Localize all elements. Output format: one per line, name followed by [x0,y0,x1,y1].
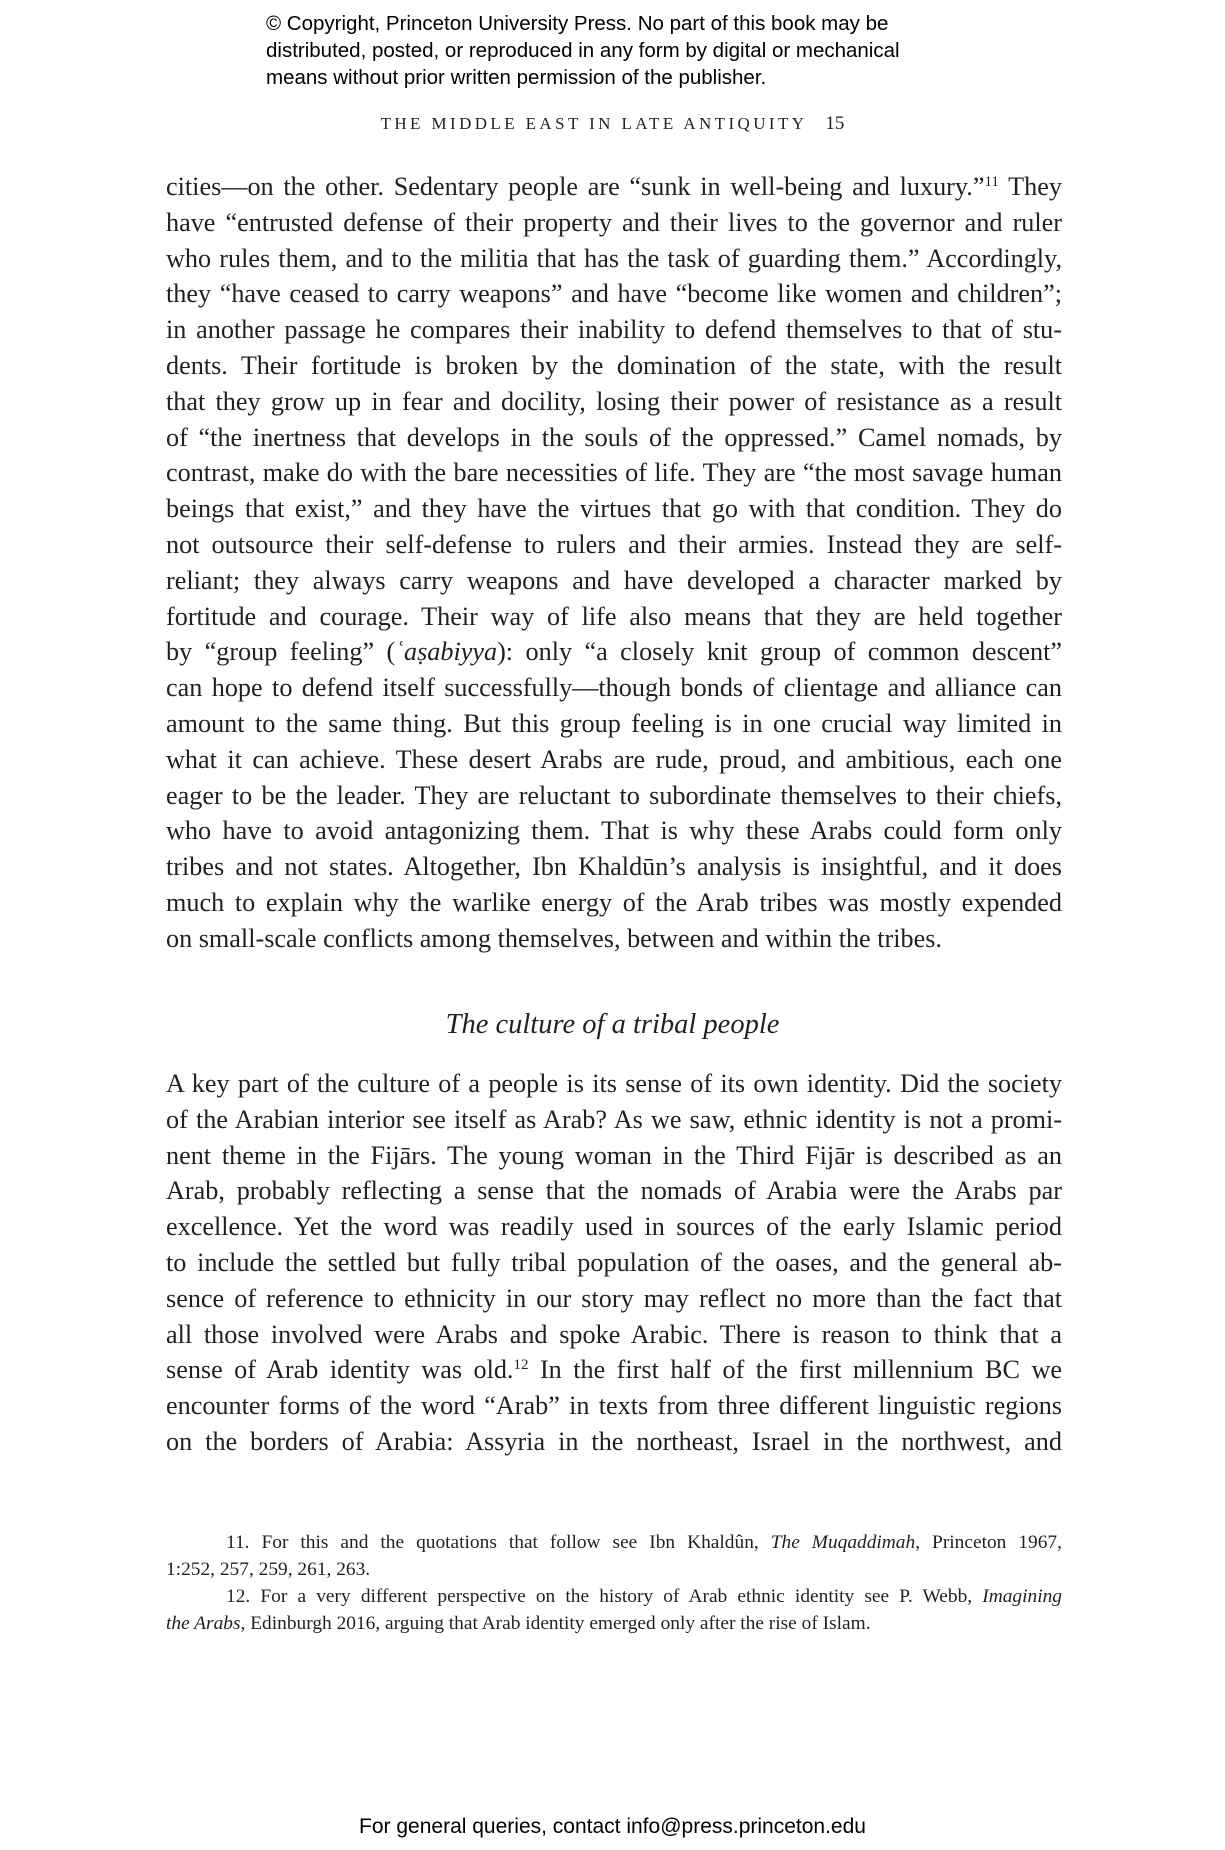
text-line: of “the inertness that develops in the souls of the oppressed.” Camel nomads, by [166,422,1062,452]
text-line: amount to the same thing. But this group feeling is in one crucial way limited in [166,708,1062,738]
footer-contact: For general queries, contact info@press.princeton.edu [359,1815,866,1838]
copyright-line: distributed, posted, or reproduced in any form by digital or mechanical [266,39,900,62]
text-line: beings that exist,” and they have the virtues that go with that condition. They do [166,494,1062,524]
text-line: not outsource their self-defense to rulers and their armies. Instead they are self- [166,529,1062,559]
text-line: what it can achieve. These desert Arabs are rude, proud, and ambitious, each one [166,744,1062,774]
text-line: much to explain why the warlike energy of the Arab tribes was mostly expended [166,887,1062,917]
text-line: they “have ceased to carry weapons” and have “become like women and children”; [166,279,1062,309]
text-line: tribes and not states. Altogether, Ibn Khaldūn’s analysis is insightful, and it does [166,852,1062,882]
page-number: 15 [825,113,845,134]
text-line: encounter forms of the word “Arab” in texts from three different linguistic regions [166,1391,1062,1421]
text-line: all those involved were Arabs and spoke Arabic. There is reason to think that a [166,1319,1062,1349]
text-line: on small-scale conflicts among themselves, between and within the tribes. [166,923,942,953]
running-head-title: THE MIDDLE EAST IN LATE ANTIQUITY [380,114,808,133]
section-heading: The culture of a tribal people [445,1009,780,1040]
footnote-ref-11[interactable]: 11 [984,174,999,190]
text-line: Arab, probably reflecting a sense that the nomads of Arabia were the Arabs par [166,1176,1062,1206]
text-line: have “entrusted defense of their property and their lives to the governor and ruler [166,207,1062,237]
text-line: by “group feeling” (ʿaṣabiyya): only “a closely knit group of common descent” [166,637,1062,667]
footnote-12-cont: the Arabs, Edinburgh 2016, arguing that Arab identity emerged only after the rise of Islam. [166,1613,871,1634]
footnotes [166,1529,1062,1637]
copyright-line: means without prior written permission of the publisher. [266,66,767,89]
italic-term: ʿaṣabiyya [395,637,498,667]
text-line: who have to avoid antagonizing them. That is why these Arabs could form only [166,816,1062,846]
body-paragraph-1 [166,169,1062,957]
text-line: reliant; they always carry weapons and have developed a character marked by [166,565,1062,595]
text-line: dents. Their fortitude is broken by the domination of the state, with the result [166,350,1062,380]
footnote-ref-12[interactable]: 12 [513,1357,529,1374]
footnote-11: 11. For this and the quotations that follow see Ibn Khaldûn, The Muqaddimah, Princeton 1967, [226,1532,1062,1553]
copyright-notice [266,10,1026,91]
text-line: nent theme in the Fijārs. The young woman in the Third Fijār is described as an [166,1140,1062,1170]
copyright-line: © Copyright, Princeton University Press. No part of this book may be [266,12,889,35]
text-line: excellence. Yet the word was readily used in sources of the early Islamic period [166,1212,1062,1242]
footnote-11-cont: 1:252, 257, 259, 261, 263. [166,1559,371,1580]
text-line: sense of Arab identity was old.$^{12}$ In the first half of the first millennium BC we [166,1355,1062,1385]
text-line: who rules them, and to the militia that has the task of guarding them.” Accordingly, [166,243,1062,273]
text-line: fortitude and courage. Their way of life also means that they are held together [166,601,1062,631]
running-head [0,112,1225,136]
text-line: in another passage he compares their inability to defend themselves to that of stu- [166,315,1062,345]
text-line: that they grow up in fear and docility, losing their power of resistance as a result [166,386,1062,416]
text-line: sence of reference to ethnicity in our story may reflect no more than the fact that [166,1283,1062,1313]
text-line: to include the settled but fully tribal population of the oases, and the general ab- [166,1247,1062,1277]
text-line: A key part of the culture of a people is its sense of its own identity. Did the society [166,1069,1062,1098]
text-line: contrast, make do with the bare necessities of life. They are “the most savage human [166,458,1062,488]
body-paragraph-2 [166,1066,1062,1460]
text-line: of the Arabian interior see itself as Arab? As we saw, ethnic identity is not a promi- [166,1104,1062,1134]
text-line: can hope to defend itself successfully—though bonds of clientage and alliance can [166,673,1062,703]
text-line: eager to be the leader. They are reluctant to subordinate themselves to their chiefs, [166,780,1062,810]
footnote-12: 12. For a very different perspective on the history of Arab ethnic identity see P. Webb, Imagining [226,1586,1062,1607]
text-line: on the borders of Arabia: Assyria in the northeast, Israel in the northwest, and [166,1426,1062,1456]
text-line: cities—on the other. Sedentary people are “sunk in well-being and luxury.”$^{11}$ They [166,172,1062,201]
